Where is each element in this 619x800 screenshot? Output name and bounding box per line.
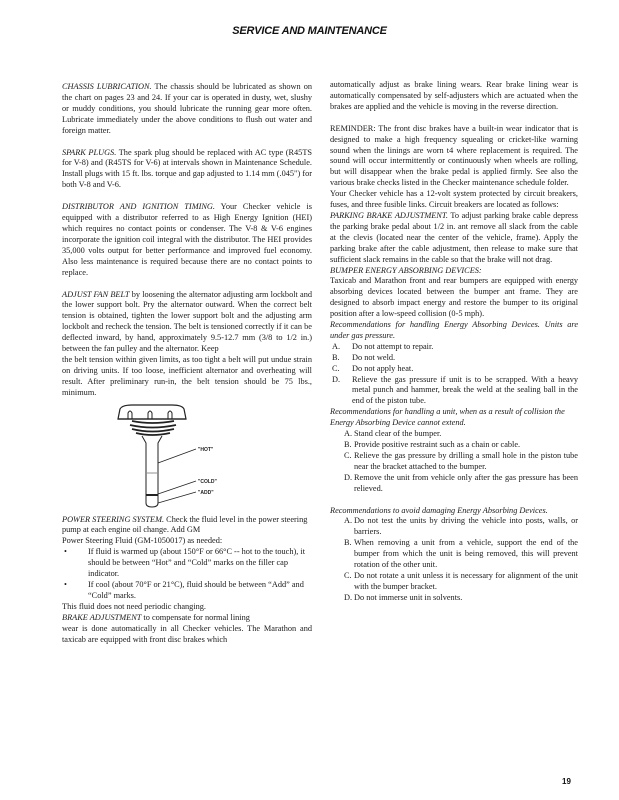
electrical-paragraph: Your Checker vehicle has a 12-volt system protected by circuit breakers, fuses, and three fusible links. Circuit breakers are located as follows: [330, 189, 578, 210]
power-steering-footer: This fluid does not need periodic changing. [62, 601, 207, 611]
section-heading: CHASSIS LUBRICATION. [62, 82, 152, 91]
power-steering-paragraph: POWER STEERING SYSTEM. Check the fluid level in the power steering pump at each engine oil change. Add GM [62, 514, 308, 535]
parking-brake-paragraph: PARKING BRAKE ADJUSTMENT. To adjust parking brake cable depress the parking brake pedal about 1/2 in. ant remove all slack from the cable at the clevis (located near the center of the vehicle, frame). Apply the parking brake after the cable adjustment, then release to make sure that sufficient slack remains in the cable so that the brake will not drag. [330, 210, 578, 264]
avoid-damage-list [330, 516, 578, 603]
list-item: D. Remove the unit from vehicle only after the gas pressure has been relieved. [344, 472, 578, 493]
hot-mark-label: "HOT" [198, 446, 214, 453]
collision-list [330, 429, 578, 494]
brake-adjustment-paragraph: BRAKE ADJUSTMENT to compensate for normal lining [62, 612, 250, 622]
power-steering-fluid-line: Power Steering Fluid (GM-1050017) as needed: [62, 536, 223, 546]
brake-adjustment-continued: wear is done automatically in all Checker vehicles. The Marathon and taxicab are equipped with front disc brakes which [62, 623, 312, 644]
chassis-lubrication-paragraph: CHASSIS LUBRICATION. The chassis should be lubricated as shown on the chart on pages 23 and 24. If your car is operated in dusty, wet, slushy or muddy conditions, you should lubricate the running gear more often. Lubricate immediately under the above conditions to flush out water and foreign matter. [62, 82, 313, 135]
right-column [330, 80, 578, 604]
power-steering-dipstick-diagram [92, 403, 242, 513]
list-item: A. Stand clear of the bumper. [344, 429, 442, 439]
section-heading: POWER STEERING SYSTEM. [62, 514, 165, 524]
list-item: • If cool (about 70°F or 21°C), fluid should be between “Add” and “Cold” marks. [64, 580, 304, 600]
brake-continued-paragraph: automatically adjust as brake lining wears. Rear brake lining wear is automatically compensated by self-adjusters which are actuated when the brakes are applied and the vehicle is moving in the reverse direction. [330, 80, 578, 111]
list-item: A. Do not test the units by driving the vehicle into posts, walls, or barriers. [344, 516, 578, 537]
bumper-heading: BUMPER ENERGY ABSORBING DEVICES: [330, 265, 482, 275]
fan-belt-paragraph: ADJUST FAN BELT by loosening the alternator adjusting arm lockbolt and the lower support bolt. Pry the alternator outward. When the correct belt tension is obtained, tighten the lower support bolt and the adjusting arm lockbolt and recheck the tension. The belt is tensioned correctly if it can be deflected inward, by hand, approximately 9.5-12.7 mm (3/8 to 1/2 in.) between the fan pulley and the alternator. Keep [62, 289, 312, 354]
avoid-damage-heading: Recommendations to avoid damaging Energy Absorbing Devices. [330, 505, 548, 515]
list-item: D. Do not immerse unit in solvents. [344, 592, 463, 602]
cold-mark-label: "COLD" [198, 478, 217, 485]
bumper-paragraph: Taxicab and Marathon front and rear bumpers are equipped with energy absorbing devices located between the bumper ant frame. They are designed to absorb impact energy and restore the bumper to its original position after a low-speed collision (0-5 mph). [330, 276, 578, 319]
fan-belt-paragraph-continued: the belt tension within given limits, as too tight a belt will put undue strain on driving units. If too loose, inefficient alternator and overheating will result. After preliminary run-in, the belt tension should be 75 lbs., minimum. [62, 354, 312, 397]
list-item: B. When removing a unit from a vehicle, support the end of the bumper from which the unit is being removed, this will prevent rotation of the other unit. [344, 538, 578, 570]
section-heading: DISTRIBUTOR AND IGNITION TIMING. [62, 202, 215, 212]
page-title: SERVICE AND MAINTENANCE [232, 25, 387, 37]
add-mark-label: "ADD" [198, 489, 214, 496]
section-heading: PARKING BRAKE ADJUSTMENT. [330, 210, 448, 220]
section-heading: ADJUST FAN BELT [62, 289, 130, 299]
list-item: A. Do not attempt to repair. [332, 341, 434, 351]
page-number: 19 [562, 777, 571, 786]
list-item: B. Do not weld. [332, 352, 396, 362]
reminder-paragraph: REMINDER: The front disc brakes have a built-in wear indicator that is designed to make a high frequency squealing or cricket-like warning sound when the linings are worn t4 where replacement is required. The sound will occur intermittently or continuously when wheels are rolling, but will disappear when the brake pedal is applied firmly. See also the various brake checks listed in the Checker maintenance schedule folder. [330, 123, 578, 188]
list-item: D. Relieve the gas pressure if unit is to be scrapped. With a heavy metal punch and hammer, break the weld at the sealing ball in the end of the piston tube. [332, 374, 578, 406]
list-item: B. Provide positive restraint such as a chain or cable. [344, 440, 521, 449]
list-item: C. Do not apply heat. [332, 363, 414, 373]
handling-list [330, 342, 578, 407]
collision-heading: Recommendations for handling a unit, when as a result of collision the Energy Absorbing Device cannot extend. [330, 407, 565, 428]
power-steering-bullets [62, 547, 312, 602]
spark-plugs-paragraph: SPARK PLUGS. The spark plug should be replaced with AC type (R45TS for V-8) and (R45TS for V-6) at intervals shown in Maintenance Schedule. Install plugs with 15 ft. lbs. torque and gap adjusted to 1.14 mm (.045") for both V-8 and V-6. [62, 147, 312, 190]
distributor-paragraph: DISTRIBUTOR AND IGNITION TIMING. Your Checker vehicle is equipped with a distributor referred to as High Energy Ignition (HEI) which requires no contact points or condenser. The V-8 & V-6 engines incorporate the ignition coil integral with the distributor. The HEI provides 35,000 volts output for better performance and improved fuel economy. Also less maintenance is required because there are no contact points to replace. [62, 202, 312, 277]
section-heading: BRAKE ADJUSTMENT [62, 612, 142, 622]
left-column [62, 82, 312, 645]
list-item: C. Do not rotate a unit unless it is necessary for alignment of the unit with the bumper bracket. [344, 570, 578, 591]
handling-heading: Recommendations for handling Energy Absorbing Devices. Units are under gas pressure. [330, 320, 578, 340]
list-item: C. Relieve the gas pressure by drilling a small hole in the piston tube near the bracket attached to the bumper. [344, 450, 578, 471]
list-item: • If fluid is warmed up (about 150°F or 66°C -- hot to the touch), it should be between “Hot” and “Cold” marks on the filler cap indicator. [64, 547, 306, 579]
section-heading: SPARK PLUGS. [62, 147, 117, 157]
